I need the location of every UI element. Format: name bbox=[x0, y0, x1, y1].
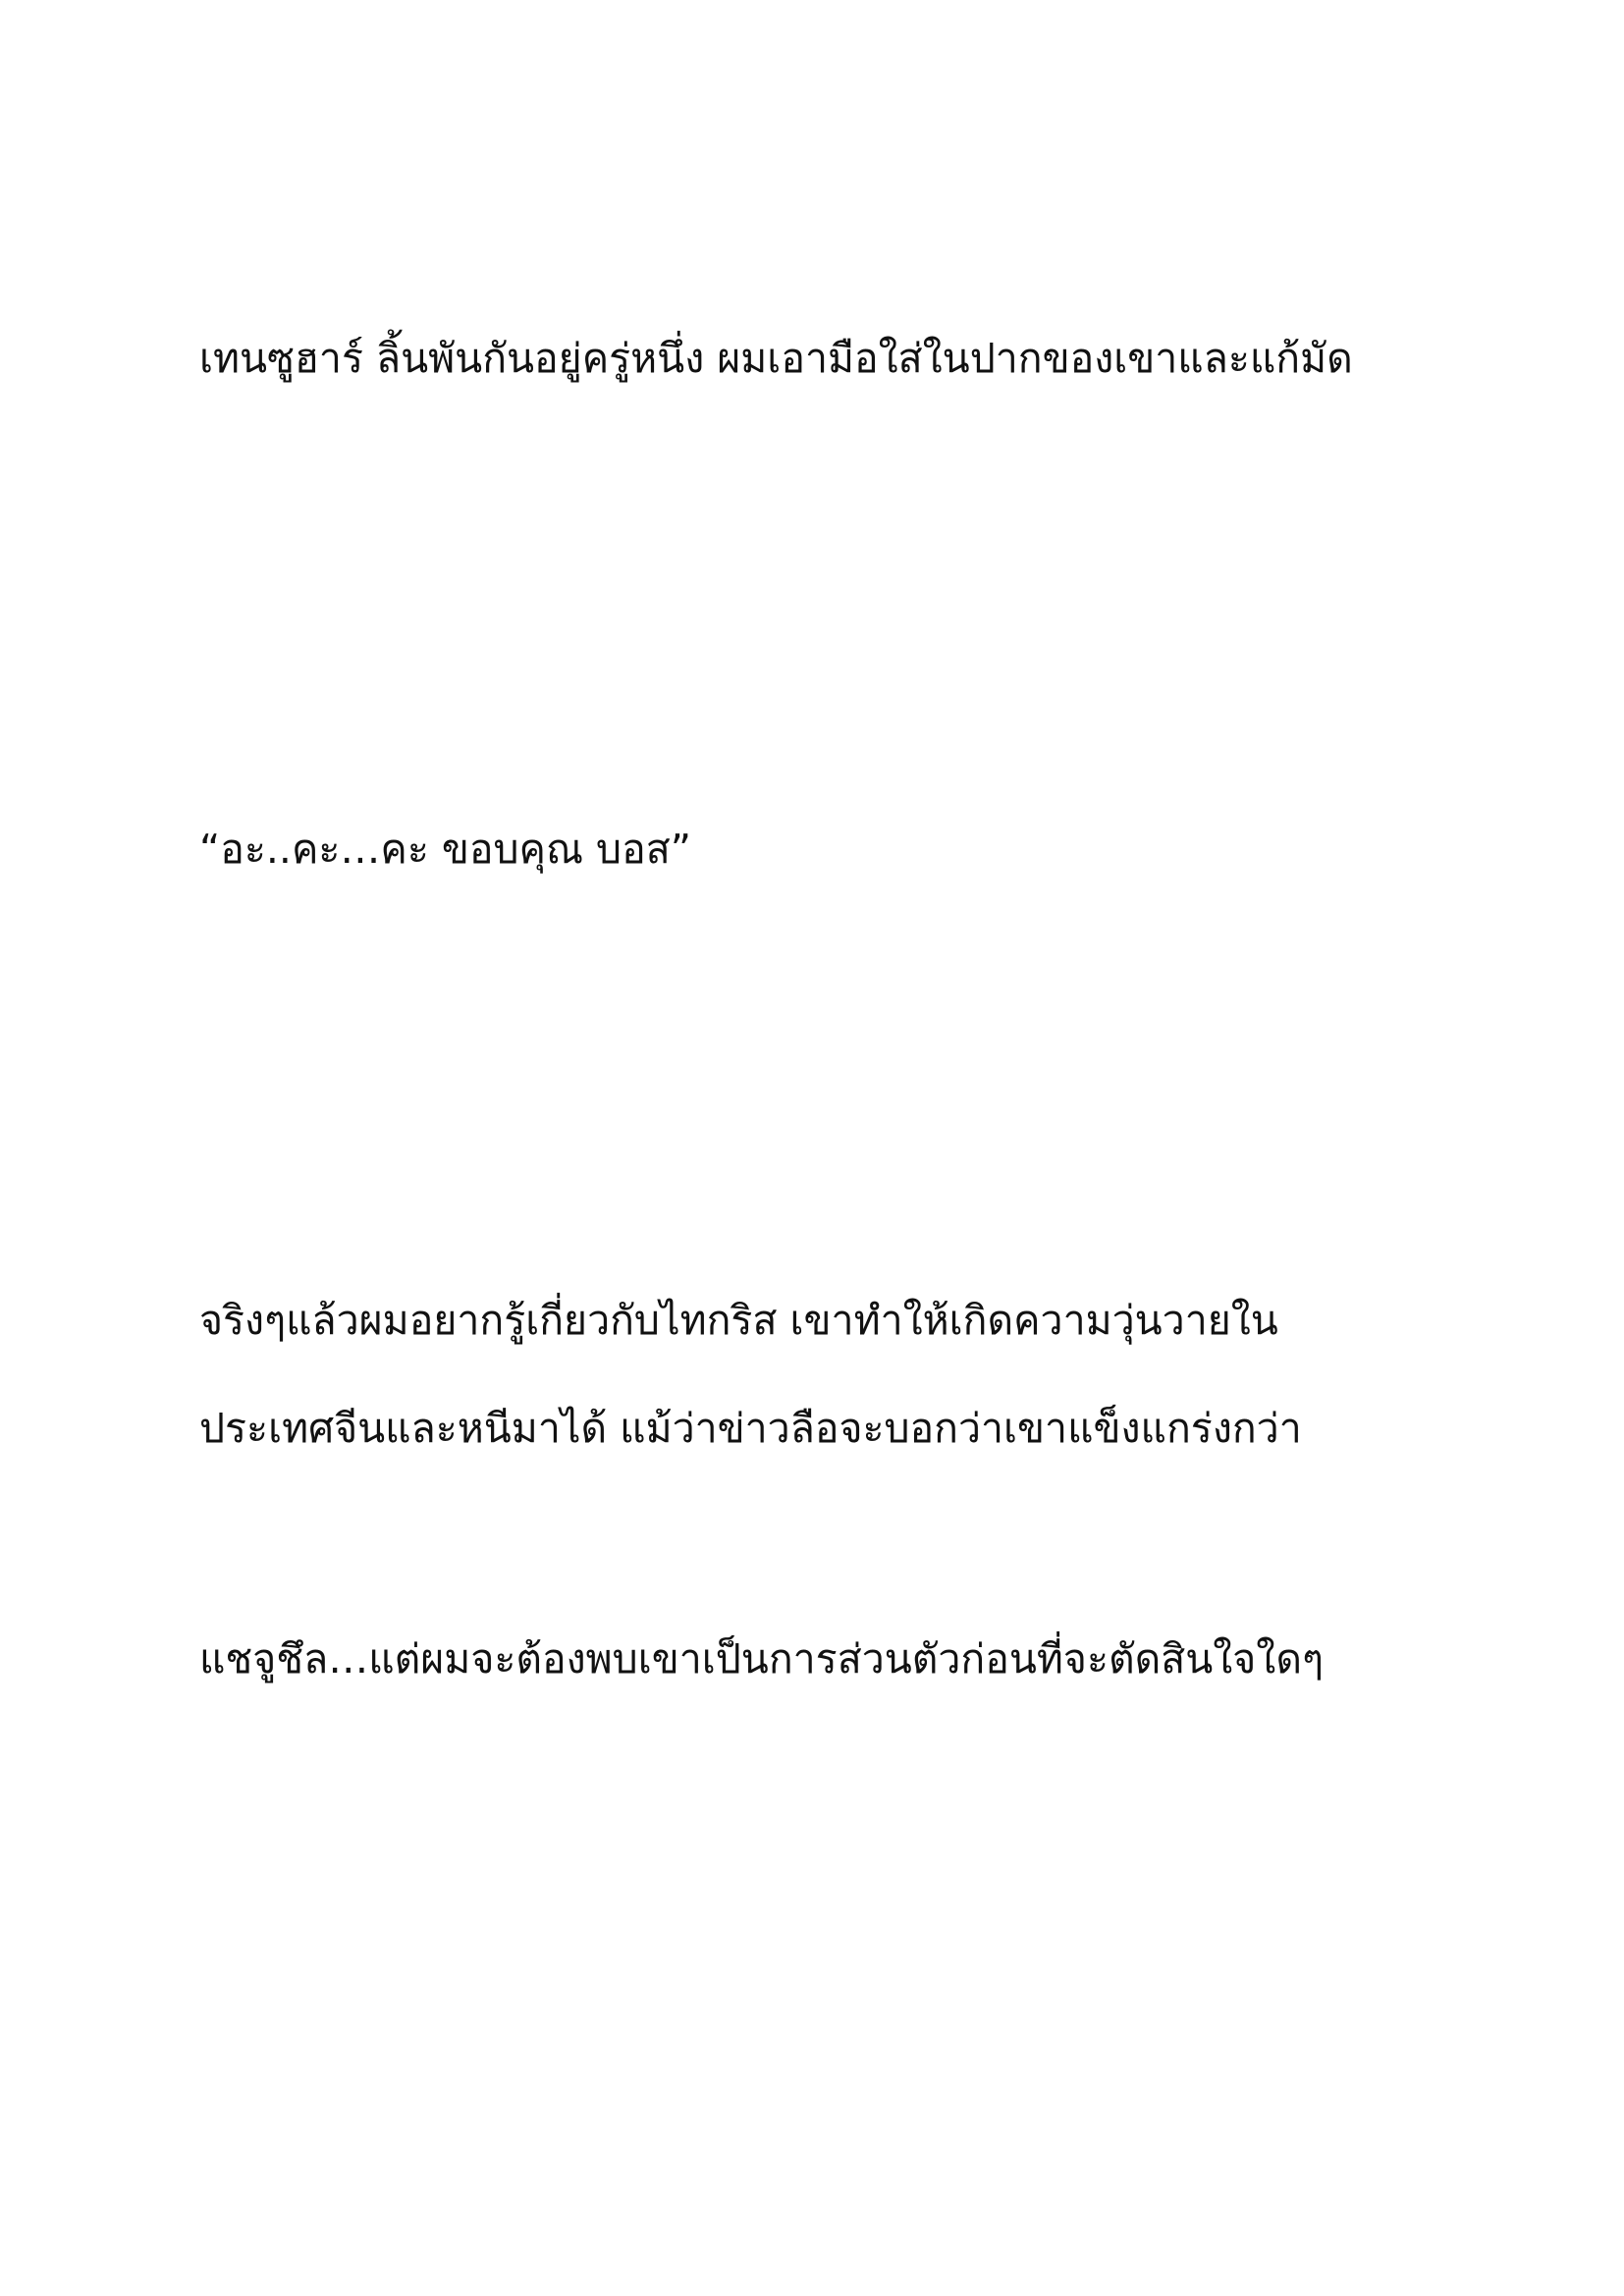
paragraph-line-1: เทนซูฮาร์ ลิ้นพันกันอยู่ครู่หนึ่ง ผมเอามือใส่ในปากของเขาและแก้มัด bbox=[199, 335, 1353, 382]
paragraph-line-4: ประเทศจีนและหนีมาได้ แม้ว่าข่าวลือจะบอกว่าเขาแข็งแกร่งกว่า bbox=[199, 1405, 1302, 1452]
paragraph-line-5: แชจูชึล…แต่ผมจะต้องพบเขาเป็นการส่วนตัวก่อนที่จะตัดสินใจใดๆ bbox=[199, 1635, 1324, 1682]
paragraph-line-3: จริงๆแล้วผมอยากรู้เกี่ยวกับไทกริส เขาทำให้เกิดความวุ่นวายใน bbox=[199, 1297, 1278, 1344]
dialogue-line: “อะ..คะ…คะ ขอบคุณ บอส” bbox=[199, 826, 691, 873]
